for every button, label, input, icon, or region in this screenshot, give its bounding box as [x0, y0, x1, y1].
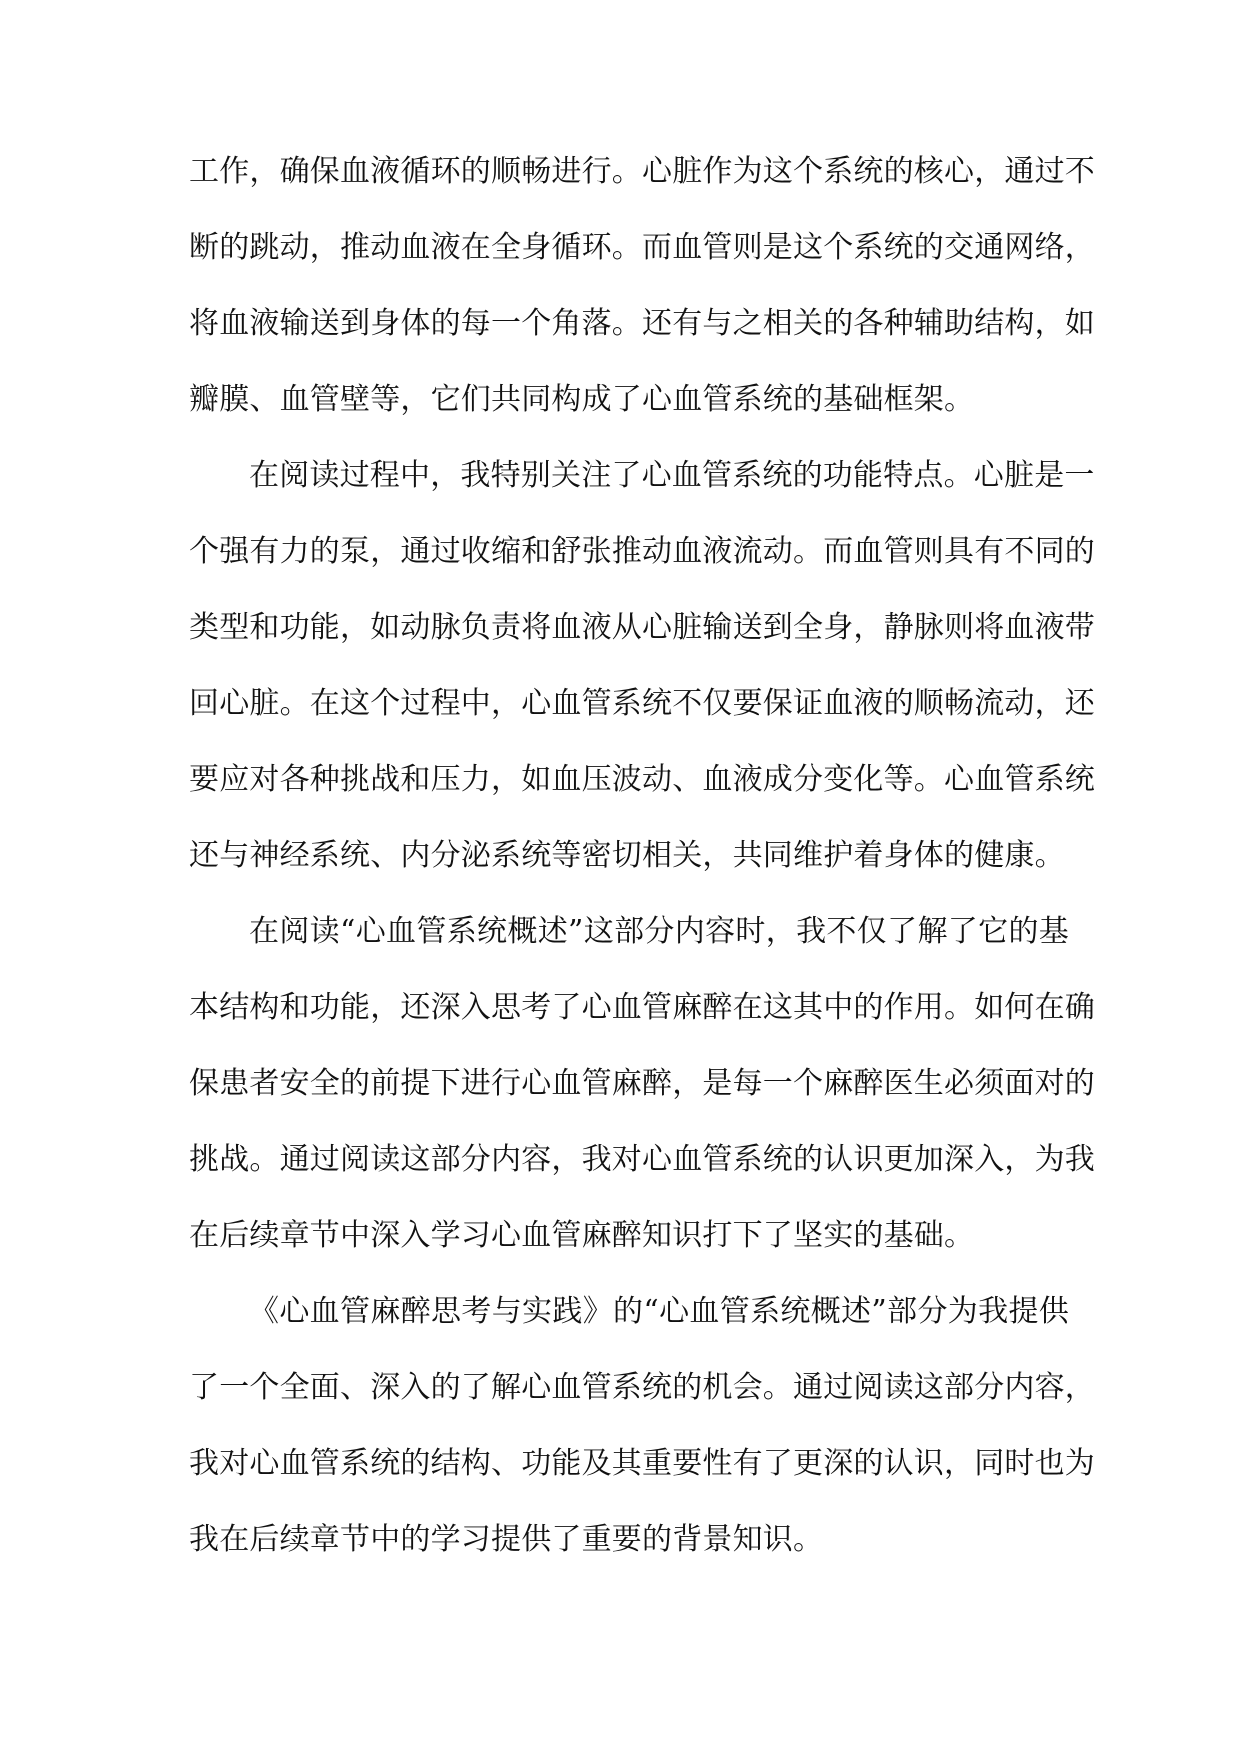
paragraph-line: 瓣膜、血管壁等，它们共同构成了心血管系统的基础框架。 [189, 382, 975, 417]
paragraph-line: 在阅读“心血管系统概述”这部分内容时，我不仅了解了它的基 [249, 914, 1069, 949]
paragraph-line: 了一个全面、深入的了解心血管系统的机会。通过阅读这部分内容， [189, 1370, 1095, 1405]
paragraph-2 [189, 438, 1095, 894]
paragraph-line: 《心血管麻醉思考与实践》的“心血管系统概述”部分为我提供 [249, 1294, 1069, 1329]
paragraph-line: 我在后续章节中的学习提供了重要的背景知识。 [189, 1522, 824, 1557]
paragraph-line: 在阅读过程中，我特别关注了心血管系统的功能特点。心脏是一 [249, 458, 1095, 493]
paragraph-line: 挑战。通过阅读这部分内容，我对心血管系统的认识更加深入，为我 [189, 1142, 1095, 1177]
paragraph-line: 要应对各种挑战和压力，如血压波动、血液成分变化等。心血管系统 [189, 762, 1095, 797]
paragraph-line: 在后续章节中深入学习心血管麻醉知识打下了坚实的基础。 [189, 1218, 975, 1253]
paragraph-line: 保患者安全的前提下进行心血管麻醉，是每一个麻醉医生必须面对的 [189, 1066, 1095, 1101]
paragraph-4 [189, 1274, 1095, 1578]
paragraph-line: 还与神经系统、内分泌系统等密切相关，共同维护着身体的健康。 [189, 838, 1065, 873]
document-body [189, 134, 1095, 1578]
paragraph-line: 将血液输送到身体的每一个角落。还有与之相关的各种辅助结构，如 [189, 306, 1095, 341]
paragraph-line: 本结构和功能，还深入思考了心血管麻醉在这其中的作用。如何在确 [189, 990, 1095, 1025]
paragraph-1 [189, 134, 1095, 438]
paragraph-line: 类型和功能，如动脉负责将血液从心脏输送到全身，静脉则将血液带 [189, 610, 1095, 645]
paragraph-line: 工作，确保血液循环的顺畅进行。心脏作为这个系统的核心，通过不 [189, 154, 1095, 189]
paragraph-line: 个强有力的泵，通过收缩和舒张推动血液流动。而血管则具有不同的 [189, 534, 1095, 569]
paragraph-line: 断的跳动，推动血液在全身循环。而血管则是这个系统的交通网络， [189, 230, 1095, 265]
paragraph-3 [189, 894, 1095, 1274]
paragraph-line: 我对心血管系统的结构、功能及其重要性有了更深的认识，同时也为 [189, 1446, 1095, 1481]
paragraph-line: 回心脏。在这个过程中，心血管系统不仅要保证血液的顺畅流动，还 [189, 686, 1095, 721]
